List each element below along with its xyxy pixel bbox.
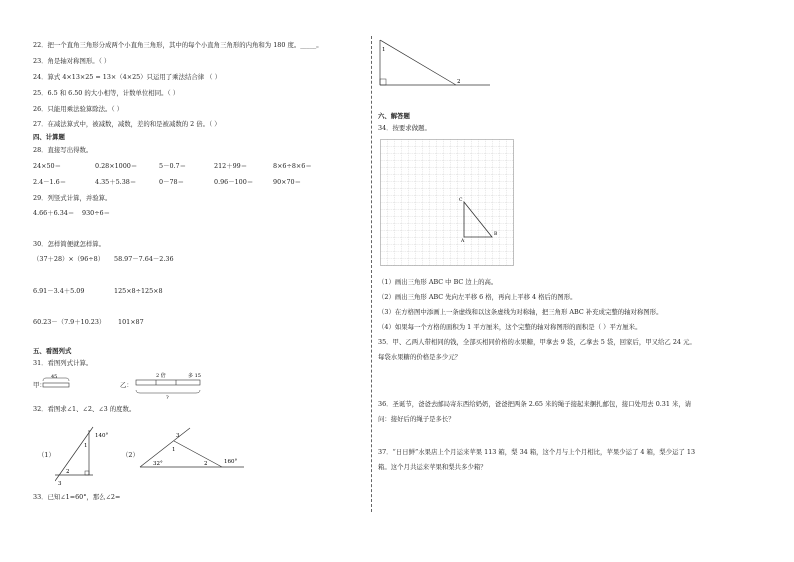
figure-label-2: （2）	[122, 451, 139, 459]
question-37-line-2: 箱。这个月共运来苹果和梨共多少箱？	[378, 463, 487, 471]
sub-question-4: （4）如果每一个方格的面积为 1 平方厘米，这个完整的轴对称图形的面积是（ ）平方厘米。	[378, 323, 642, 331]
calc-item: 24×50＝	[33, 162, 62, 170]
angle-label: 32°	[153, 461, 163, 467]
angle-label: 160°	[224, 459, 238, 465]
question-35-line-2: 每袋水果糖的价格是多少元？	[378, 353, 462, 361]
section-4-heading: 四、计算题	[33, 133, 65, 141]
question-33: 33．已知∠1=60°，那么∠2=	[33, 493, 121, 501]
calc-item: 212＋99＝	[214, 162, 248, 170]
vertical-calc-2: 930÷6＝	[82, 209, 111, 217]
bar-diagram-jia	[40, 372, 72, 392]
simplify-1: （37＋28）×（96÷8）	[33, 255, 105, 263]
question-32: 32．看图求∠1、∠2、∠3 的度数。	[33, 405, 136, 413]
label-yi: 乙：	[120, 381, 133, 389]
calc-item: 0.96－100＝	[214, 178, 254, 186]
sub-question-3: （3）在方格图中添画上一条虚线和以这条虚线为对称轴，把三角形 ABC 补充成完整的轴对称图形。	[378, 308, 663, 316]
angle-number-3: 3	[58, 481, 62, 487]
question-24: 24．算式 4×13×25 = 13×（4×25）只运用了乘法结合律 （ ）	[33, 73, 221, 81]
section-6-heading: 六、解答题	[378, 112, 410, 120]
question-22: 22．把一个直角三角形分成两个小直角三角形，其中的每个小直角三角形的内角和为 180 度。_____。	[33, 41, 323, 49]
sub-question-1: （1）画出三角形 ABC 中 BC 边上的高。	[378, 278, 498, 286]
question-36-line-2: 问：接好后的绳子是多长？	[378, 415, 455, 423]
right-triangle-figure	[378, 38, 493, 88]
label-jia: 甲：	[33, 381, 46, 389]
bar-value: 45	[51, 374, 58, 380]
angle-figure-2	[138, 425, 248, 475]
calc-item: 2.4－1.6＝	[33, 178, 67, 186]
calc-item: 8×6÷8×6＝	[273, 162, 312, 170]
question-34: 34．按要求做题。	[378, 124, 431, 132]
vertex-label-c: C	[459, 198, 463, 203]
vertex-label-a: A	[461, 239, 465, 244]
square-grid	[380, 139, 520, 270]
question-23: 23．角是轴对称图形。（ ）	[33, 57, 111, 65]
question-29: 29．列竖式计算，并验算。	[33, 194, 112, 202]
calc-item: 90×70＝	[273, 178, 302, 186]
question-31: 31．看图列式计算。	[33, 359, 93, 367]
angle-number-2: 2	[204, 461, 208, 467]
question-25: 25．6.5 和 6.50 的大小相等，计数单位相同。（ ）	[33, 89, 180, 97]
calc-item: 4.35＋5.38＝	[95, 178, 137, 186]
section-5-heading: 五、看图列式	[33, 347, 72, 355]
simplify-2: 58.97－7.64－2.36	[114, 255, 174, 263]
calc-item: 0－78＝	[159, 178, 184, 186]
bar-diagram-yi	[128, 370, 210, 400]
figure-label-1: （1）	[38, 451, 55, 459]
bar-question: ?	[166, 395, 169, 400]
simplify-5: 60.23－（7.9＋10.23）	[33, 318, 106, 326]
question-27: 27．在减法算式中，被减数，减数，差的和是被减数的 2 倍。（ ）	[33, 120, 221, 128]
angle-number-2: 2	[457, 79, 461, 85]
question-26: 26．只能用乘法验算除法。（ ）	[33, 105, 124, 113]
simplify-6: 101×87	[118, 318, 144, 326]
question-35-line-1: 35．甲、乙两人带相同的钱，全部买相同价格的水果糖，甲拿去 9 袋，乙拿去 5 袋，回家后，甲又给乙 24 元。	[378, 338, 696, 346]
angle-figure-1	[55, 425, 115, 487]
bar-label-times: 2 倍	[156, 373, 166, 379]
angle-number-1: 1	[382, 47, 386, 53]
angle-number-3: 3	[176, 433, 180, 439]
angle-number-1: 1	[84, 443, 88, 449]
column-divider	[371, 36, 372, 512]
vertical-calc-1: 4.66＋6.34＝	[33, 209, 75, 217]
bar-label-more: 多 15	[188, 373, 201, 379]
angle-number-1: 1	[172, 447, 176, 453]
question-28: 28．直接写出得数。	[33, 146, 93, 154]
sub-question-2: （2）画出三角形 ABC 先向左平移 6 格，再向上平移 4 格后的图形。	[378, 293, 577, 301]
angle-label: 140°	[95, 433, 109, 439]
angle-number-2: 2	[66, 469, 70, 475]
vertex-label-b: B	[494, 232, 498, 237]
question-30: 30．怎样简便就怎样算。	[33, 240, 106, 248]
question-37-line-1: 37．“日日鲜”水果店上个月运来苹果 113 箱，梨 34 箱，这个月与上个月相比，苹果少运了 4 箱，梨少运了 13	[378, 448, 696, 456]
question-36-line-1: 36．圣诞节，爸爸去邮局寄东西给奶奶，爸爸把两条 2.65 米的绳子接起来捆扎邮包，接口处用去 0.31 米，请	[378, 400, 692, 408]
simplify-3: 6.91－3.4＋5.09	[33, 287, 85, 295]
calc-item: 0.28×1000＝	[95, 162, 138, 170]
calc-item: 5－0.7＝	[159, 162, 187, 170]
simplify-4: 125×8÷125×8	[114, 287, 163, 295]
